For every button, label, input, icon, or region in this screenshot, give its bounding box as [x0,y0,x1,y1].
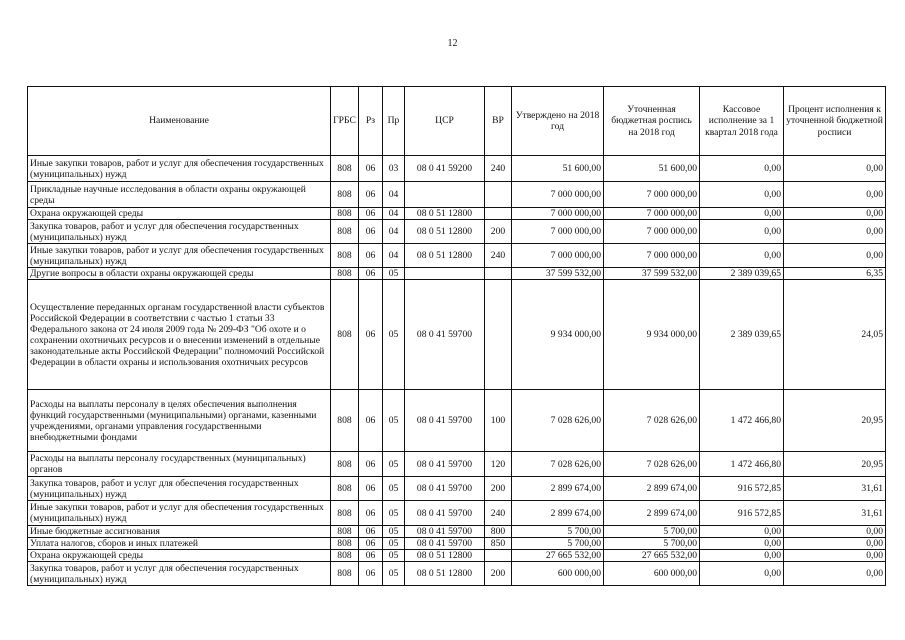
table-row [28,477,886,501]
cell-percent: 0,00 [784,156,886,182]
cell-cash: 0,00 [700,538,784,550]
cell-pr: 05 [383,562,405,586]
cell-vr: 240 [485,501,512,526]
cell-csr: 08 0 51 12800 [405,208,485,220]
cell-csr: 08 0 41 59700 [405,280,485,390]
cell-cash: 916 572,85 [700,501,784,526]
cell-pr: 05 [383,550,405,562]
cell-rz: 06 [359,501,383,526]
table-row [28,501,886,526]
cell-revised: 7 000 000,00 [604,182,700,208]
cell-percent: 31,61 [784,477,886,501]
header-rz: Рз [359,87,383,156]
cell-csr [405,182,485,208]
cell-percent: 0,00 [784,538,886,550]
cell-name: Закупка товаров, работ и услуг для обеспечения государственных (муниципальных) нужд [28,477,331,501]
table-row [28,182,886,208]
cell-approved: 7 028 626,00 [512,452,604,477]
cell-rz: 06 [359,220,383,244]
table-row [28,550,886,562]
cell-vr: 200 [485,562,512,586]
cell-cash: 0,00 [700,208,784,220]
cell-grbs: 808 [331,390,359,452]
table-row [28,208,886,220]
table-row [28,156,886,182]
cell-percent: 6,35 [784,268,886,280]
cell-vr: 240 [485,156,512,182]
cell-name: Охрана окружающей среды [28,550,331,562]
cell-csr [405,268,485,280]
header-name: Наименование [28,87,331,156]
cell-vr: 120 [485,452,512,477]
cell-vr: 850 [485,538,512,550]
cell-cash: 0,00 [700,220,784,244]
cell-percent: 24,05 [784,280,886,390]
cell-percent: 0,00 [784,182,886,208]
cell-revised: 7 000 000,00 [604,208,700,220]
cell-csr: 08 0 41 59700 [405,477,485,501]
cell-approved: 9 934 000,00 [512,280,604,390]
cell-pr: 05 [383,526,405,538]
cell-approved: 7 000 000,00 [512,208,604,220]
header-cash: Кассовое исполнение за 1 квартал 2018 года [700,87,784,156]
cell-name: Уплата налогов, сборов и иных платежей [28,538,331,550]
header-csr: ЦСР [405,87,485,156]
cell-percent: 0,00 [784,220,886,244]
cell-csr: 08 0 51 12800 [405,220,485,244]
cell-percent: 0,00 [784,208,886,220]
cell-name: Закупка товаров, работ и услуг для обеспечения государственных (муниципальных) нужд [28,220,331,244]
cell-revised: 2 899 674,00 [604,477,700,501]
table-row [28,390,886,452]
table-row [28,562,886,586]
cell-csr: 08 0 41 59700 [405,501,485,526]
cell-rz: 06 [359,526,383,538]
cell-rz: 06 [359,208,383,220]
cell-cash: 916 572,85 [700,477,784,501]
cell-revised: 51 600,00 [604,156,700,182]
cell-rz: 06 [359,268,383,280]
cell-approved: 7 028 626,00 [512,390,604,452]
cell-vr [485,182,512,208]
cell-vr: 240 [485,244,512,268]
table-row [28,244,886,268]
cell-revised: 7 000 000,00 [604,244,700,268]
cell-grbs: 808 [331,501,359,526]
header-grbs: ГРБС [331,87,359,156]
cell-grbs: 808 [331,550,359,562]
cell-vr: 200 [485,220,512,244]
cell-vr [485,280,512,390]
cell-cash: 2 389 039,65 [700,280,784,390]
cell-cash: 0,00 [700,526,784,538]
cell-cash: 0,00 [700,156,784,182]
cell-revised: 5 700,00 [604,538,700,550]
cell-percent: 31,61 [784,501,886,526]
cell-approved: 5 700,00 [512,538,604,550]
cell-approved: 2 899 674,00 [512,501,604,526]
cell-rz: 06 [359,452,383,477]
table-row [28,538,886,550]
cell-percent: 20,95 [784,452,886,477]
cell-revised: 27 665 532,00 [604,550,700,562]
table-row [28,526,886,538]
cell-rz: 06 [359,156,383,182]
cell-grbs: 808 [331,220,359,244]
cell-percent: 0,00 [784,562,886,586]
budget-table [27,86,886,586]
cell-approved: 7 000 000,00 [512,182,604,208]
cell-name: Закупка товаров, работ и услуг для обеспечения государственных (муниципальных) нужд [28,562,331,586]
cell-cash: 1 472 466,80 [700,452,784,477]
cell-rz: 06 [359,280,383,390]
cell-pr: 04 [383,244,405,268]
cell-csr: 08 0 51 12800 [405,550,485,562]
cell-csr: 08 0 41 59700 [405,390,485,452]
cell-vr: 200 [485,477,512,501]
cell-grbs: 808 [331,156,359,182]
cell-grbs: 808 [331,526,359,538]
cell-revised: 37 599 532,00 [604,268,700,280]
cell-approved: 51 600,00 [512,156,604,182]
table-row [28,452,886,477]
cell-grbs: 808 [331,280,359,390]
cell-name: Иные закупки товаров, работ и услуг для обеспечения государственных (муниципальных) нужд [28,156,331,182]
cell-vr: 800 [485,526,512,538]
cell-rz: 06 [359,550,383,562]
cell-revised: 9 934 000,00 [604,280,700,390]
cell-revised: 7 028 626,00 [604,452,700,477]
cell-name: Осуществление переданных органам государственной власти субъектов Российской Федерации в соответствии с частью 1 статьи 33 Федерального закона от 24 июля 2009 года № 209-ФЗ "Об охоте и о сохранении охотничьих ресурсов и о внесении изменений в отдельные законодательные акты Российской Федерации" полномочий Российской Федерации в области охраны и использования охотничьих ресурсов [28,280,331,390]
cell-name: Иные закупки товаров, работ и услуг для обеспечения государственных (муниципальных) нужд [28,244,331,268]
cell-approved: 600 000,00 [512,562,604,586]
cell-rz: 06 [359,538,383,550]
cell-percent: 20,95 [784,390,886,452]
cell-csr: 08 0 41 59700 [405,538,485,550]
cell-approved: 5 700,00 [512,526,604,538]
cell-approved: 2 899 674,00 [512,477,604,501]
cell-csr: 08 0 41 59700 [405,452,485,477]
page-number: 12 [447,38,458,49]
table-row [28,220,886,244]
table-row [28,280,886,390]
cell-pr: 05 [383,501,405,526]
cell-pr: 04 [383,182,405,208]
cell-approved: 7 000 000,00 [512,220,604,244]
cell-cash: 0,00 [700,182,784,208]
cell-grbs: 808 [331,208,359,220]
cell-revised: 600 000,00 [604,562,700,586]
cell-revised: 7 000 000,00 [604,220,700,244]
header-revised: Уточненная бюджетная роспись на 2018 год [604,87,700,156]
cell-grbs: 808 [331,268,359,280]
cell-cash: 0,00 [700,562,784,586]
cell-grbs: 808 [331,538,359,550]
header-vr: ВР [485,87,512,156]
cell-percent: 0,00 [784,244,886,268]
cell-revised: 7 028 626,00 [604,390,700,452]
cell-pr: 04 [383,220,405,244]
cell-rz: 06 [359,244,383,268]
cell-name: Иные бюджетные ассигнования [28,526,331,538]
header-percent: Процент исполнения к уточненной бюджетной росписи [784,87,886,156]
cell-revised: 2 899 674,00 [604,501,700,526]
cell-pr: 04 [383,208,405,220]
cell-pr: 05 [383,280,405,390]
cell-approved: 7 000 000,00 [512,244,604,268]
cell-rz: 06 [359,562,383,586]
cell-pr: 05 [383,390,405,452]
cell-grbs: 808 [331,182,359,208]
table-header-row [28,87,886,156]
cell-rz: 06 [359,182,383,208]
cell-name: Иные закупки товаров, работ и услуг для обеспечения государственных (муниципальных) нужд [28,501,331,526]
cell-vr [485,208,512,220]
cell-csr: 08 0 41 59700 [405,526,485,538]
cell-csr: 08 0 51 12800 [405,562,485,586]
cell-pr: 05 [383,268,405,280]
cell-name: Расходы на выплаты персоналу государственных (муниципальных) органов [28,452,331,477]
cell-cash: 2 389 039,65 [700,268,784,280]
cell-percent: 0,00 [784,550,886,562]
header-pr: Пр [383,87,405,156]
header-approved: Утверждено на 2018 год [512,87,604,156]
cell-grbs: 808 [331,244,359,268]
cell-grbs: 808 [331,477,359,501]
cell-pr: 03 [383,156,405,182]
cell-revised: 5 700,00 [604,526,700,538]
cell-csr: 08 0 41 59200 [405,156,485,182]
cell-pr: 05 [383,477,405,501]
cell-name: Другие вопросы в области охраны окружающей среды [28,268,331,280]
cell-approved: 37 599 532,00 [512,268,604,280]
cell-pr: 05 [383,538,405,550]
table-row [28,268,886,280]
cell-pr: 05 [383,452,405,477]
cell-cash: 0,00 [700,244,784,268]
cell-cash: 1 472 466,80 [700,390,784,452]
cell-vr [485,550,512,562]
cell-cash: 0,00 [700,550,784,562]
cell-grbs: 808 [331,452,359,477]
cell-percent: 0,00 [784,526,886,538]
cell-grbs: 808 [331,562,359,586]
cell-name: Охрана окружающей среды [28,208,331,220]
cell-vr: 100 [485,390,512,452]
cell-approved: 27 665 532,00 [512,550,604,562]
cell-rz: 06 [359,390,383,452]
cell-name: Расходы на выплаты персоналу в целях обеспечения выполнения функций государственными (муниципальными) органами, казенными учреждениями, органами управления государственными внебюджетными фондами [28,390,331,452]
cell-rz: 06 [359,477,383,501]
cell-name: Прикладные научные исследования в области охраны окружающей среды [28,182,331,208]
cell-csr: 08 0 51 12800 [405,244,485,268]
cell-vr [485,268,512,280]
